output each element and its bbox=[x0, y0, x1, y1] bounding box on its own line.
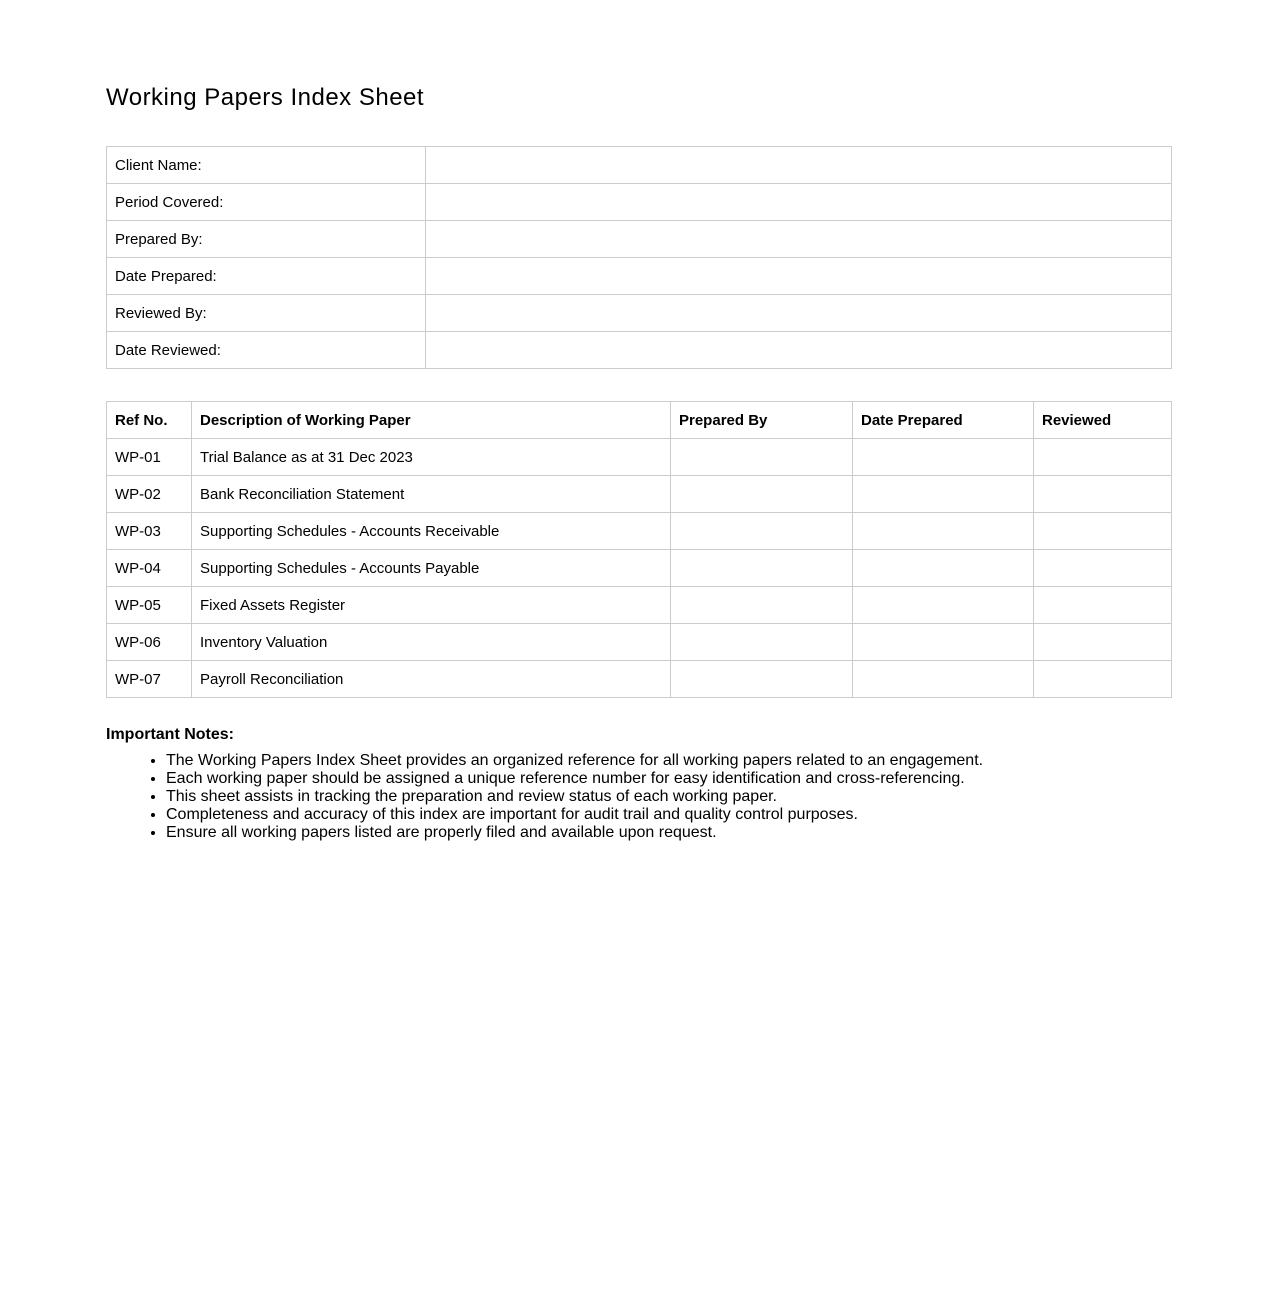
description-cell: Supporting Schedules - Accounts Receivable bbox=[192, 513, 671, 550]
reviewed-cell bbox=[1034, 661, 1172, 698]
client-name-value bbox=[426, 147, 1172, 184]
date-prepared-cell bbox=[853, 476, 1034, 513]
table-row bbox=[107, 587, 1172, 624]
page-title: Working Papers Index Sheet bbox=[106, 84, 425, 111]
prepared-by-cell bbox=[671, 550, 853, 587]
description-cell: Bank Reconciliation Statement bbox=[192, 476, 671, 513]
prepared-by-cell bbox=[671, 624, 853, 661]
prepared-by-label: Prepared By: bbox=[107, 221, 426, 258]
column-header-ref-no: Ref No. bbox=[107, 402, 192, 439]
prepared-by-cell bbox=[671, 587, 853, 624]
column-header-description: Description of Working Paper bbox=[192, 402, 671, 439]
list-item: • Completeness and accuracy of this index are important for audit trail and quality control purposes. bbox=[166, 806, 1172, 824]
date-reviewed-value bbox=[426, 332, 1172, 369]
list-item: • Ensure all working papers listed are properly filed and available upon request. bbox=[166, 824, 1172, 842]
reviewed-cell bbox=[1034, 624, 1172, 661]
list-item: • The Working Papers Index Sheet provides an organized reference for all working papers related to an engagement. bbox=[166, 752, 1172, 770]
column-header-date-prepared: Date Prepared bbox=[853, 402, 1034, 439]
info-row-prepared-by bbox=[107, 221, 1172, 258]
ref-no-cell: WP-07 bbox=[107, 661, 192, 698]
prepared-by-value bbox=[426, 221, 1172, 258]
ref-no-cell: WP-02 bbox=[107, 476, 192, 513]
list-item: • This sheet assists in tracking the preparation and review status of each working paper. bbox=[166, 788, 1172, 806]
ref-no-cell: WP-03 bbox=[107, 513, 192, 550]
info-row-reviewed-by bbox=[107, 295, 1172, 332]
client-name-label: Client Name: bbox=[107, 147, 426, 184]
ref-no-cell: WP-01 bbox=[107, 439, 192, 476]
description-cell: Supporting Schedules - Accounts Payable bbox=[192, 550, 671, 587]
table-row bbox=[107, 550, 1172, 587]
notes-title: Important Notes: bbox=[106, 726, 234, 743]
prepared-by-cell bbox=[671, 476, 853, 513]
reviewed-cell bbox=[1034, 550, 1172, 587]
info-row-period-covered bbox=[107, 184, 1172, 221]
column-header-prepared-by: Prepared By bbox=[671, 402, 853, 439]
reviewed-cell bbox=[1034, 513, 1172, 550]
engagement-info-table bbox=[106, 146, 1172, 369]
date-prepared-cell bbox=[853, 624, 1034, 661]
prepared-by-cell bbox=[671, 439, 853, 476]
working-papers-index-table bbox=[106, 401, 1172, 698]
description-cell: Inventory Valuation bbox=[192, 624, 671, 661]
table-header-row bbox=[107, 402, 1172, 439]
info-row-date-reviewed bbox=[107, 332, 1172, 369]
important-notes-section bbox=[106, 726, 1172, 842]
period-covered-label: Period Covered: bbox=[107, 184, 426, 221]
table-row bbox=[107, 439, 1172, 476]
date-prepared-cell bbox=[853, 550, 1034, 587]
description-cell: Trial Balance as at 31 Dec 2023 bbox=[192, 439, 671, 476]
reviewed-cell bbox=[1034, 439, 1172, 476]
table-row bbox=[107, 513, 1172, 550]
table-row bbox=[107, 624, 1172, 661]
date-prepared-cell bbox=[853, 439, 1034, 476]
reviewed-cell bbox=[1034, 587, 1172, 624]
ref-no-cell: WP-06 bbox=[107, 624, 192, 661]
date-prepared-label: Date Prepared: bbox=[107, 258, 426, 295]
info-row-date-prepared bbox=[107, 258, 1172, 295]
prepared-by-cell bbox=[671, 661, 853, 698]
date-prepared-cell bbox=[853, 513, 1034, 550]
ref-no-cell: WP-05 bbox=[107, 587, 192, 624]
reviewed-by-value bbox=[426, 295, 1172, 332]
ref-no-cell: WP-04 bbox=[107, 550, 192, 587]
date-reviewed-label: Date Reviewed: bbox=[107, 332, 426, 369]
table-row bbox=[107, 476, 1172, 513]
date-prepared-cell bbox=[853, 587, 1034, 624]
list-item: • Each working paper should be assigned a unique reference number for easy identification and cross-referencing. bbox=[166, 770, 1172, 788]
prepared-by-cell bbox=[671, 513, 853, 550]
info-row-client-name bbox=[107, 147, 1172, 184]
description-cell: Fixed Assets Register bbox=[192, 587, 671, 624]
description-cell: Payroll Reconciliation bbox=[192, 661, 671, 698]
date-prepared-cell bbox=[853, 661, 1034, 698]
notes-list bbox=[106, 752, 1172, 842]
reviewed-by-label: Reviewed By: bbox=[107, 295, 426, 332]
period-covered-value bbox=[426, 184, 1172, 221]
reviewed-cell bbox=[1034, 476, 1172, 513]
date-prepared-value bbox=[426, 258, 1172, 295]
column-header-reviewed: Reviewed bbox=[1034, 402, 1172, 439]
table-row bbox=[107, 661, 1172, 698]
